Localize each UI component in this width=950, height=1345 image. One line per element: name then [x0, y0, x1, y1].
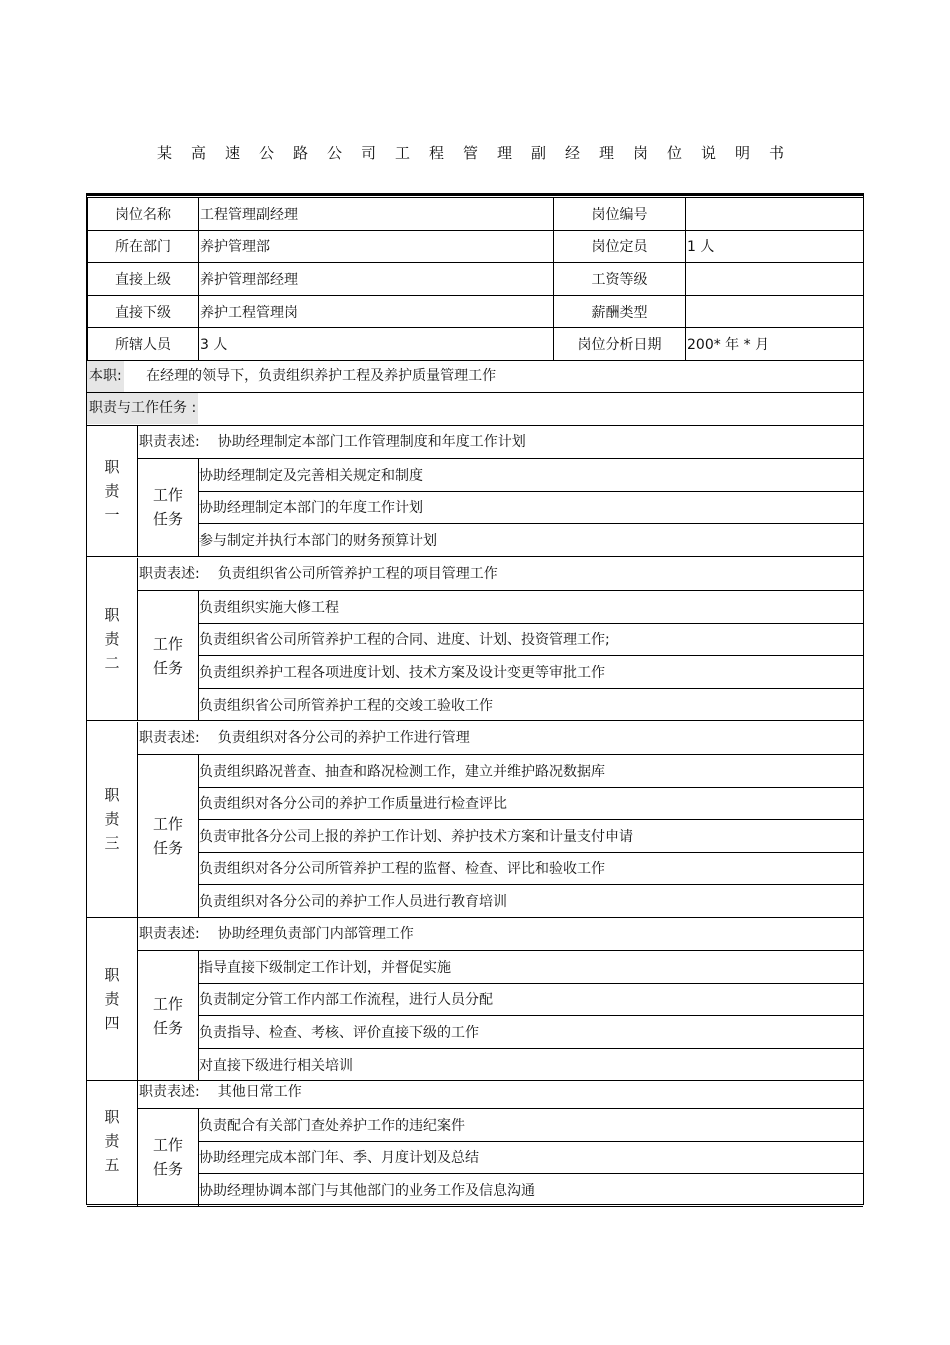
- info-row: [88, 295, 864, 328]
- duty-name: [87, 918, 138, 1080]
- duty-name-char: 二: [104, 654, 120, 672]
- document-title: 某高速公路公司工程管理副经理岗位说明书: [156, 144, 803, 162]
- job-description-table: [86, 193, 864, 1205]
- duty-name: [87, 558, 138, 720]
- duty-name-char: 职: [104, 786, 120, 805]
- duty-description-row: [138, 722, 863, 755]
- info-row: [88, 230, 864, 263]
- task-label: [138, 951, 199, 1080]
- duty-description-row: [138, 918, 863, 951]
- duty-name-char: 责: [104, 990, 120, 1008]
- info-row: [88, 198, 864, 231]
- duty-name-char: 责: [104, 630, 120, 648]
- duty-description: 协助经理制定本部门工作管理制度和年度工作计划: [217, 434, 526, 450]
- task-item: 负责审批各分公司上报的养护工作计划、养护技术方案和计量支付申请: [198, 820, 863, 853]
- task-label-line: 工作: [152, 1136, 183, 1155]
- info-label: 直接上级: [88, 263, 199, 296]
- duty-name-char: 责: [104, 1131, 120, 1150]
- info-label: 直接下级: [88, 295, 199, 328]
- task-label-line: 任务: [152, 1160, 183, 1179]
- duty-name-char: 责: [104, 481, 120, 500]
- info-label: 岗位名称: [88, 198, 199, 231]
- task-item: 负责组织对各分公司所管养护工程的监督、检查、评比和验收工作: [198, 853, 863, 886]
- task-label-line: 任务: [152, 658, 183, 677]
- duty-description-label: 职责表述:: [139, 926, 200, 942]
- duty-description-row: [138, 1076, 863, 1109]
- duty-description-label: 职责表述:: [139, 434, 200, 450]
- duty-block: [87, 1076, 863, 1207]
- task-item: 负责组织路况普查、抽查和路况检测工作，建立并维护路况数据库: [198, 755, 863, 788]
- duty-name-char: 职: [104, 606, 120, 624]
- task-item: 协助经理制定及完善相关规定和制度: [198, 459, 863, 492]
- info-value: 养护管理部: [199, 230, 554, 263]
- duty-block: [87, 426, 863, 557]
- duty-name: [87, 426, 138, 556]
- task-item: 协助经理协调本部门与其他部门的业务工作及信息沟通: [199, 1183, 535, 1200]
- duty-description: 协助经理负责部门内部管理工作: [217, 926, 414, 942]
- info-label: 所辖人员: [88, 328, 199, 361]
- task-label-line: 任务: [152, 510, 183, 529]
- duty-block: [87, 722, 863, 918]
- task-label-line: 任务: [152, 1018, 183, 1037]
- info-label: 薪酬类型: [554, 295, 686, 328]
- info-value: [686, 263, 864, 296]
- task-item: 负责组织养护工程各项进度计划、技术方案及设计变更等审批工作: [198, 656, 863, 689]
- duty-name: [87, 722, 138, 917]
- info-value: 养护管理部经理: [199, 263, 554, 296]
- task-item: 负责组织实施大修工程: [198, 591, 863, 624]
- duties-header: 职责与工作任务 :: [87, 393, 198, 424]
- info-label: 岗位编号: [554, 198, 686, 231]
- task-list: [198, 1109, 863, 1206]
- summary-label: 本职:: [87, 361, 124, 392]
- duty-description-row: [138, 558, 863, 591]
- task-item: 协助经理完成本部门年、季、月度计划及总结: [198, 1142, 863, 1175]
- info-value: 工程管理副经理: [199, 198, 554, 231]
- task-item: 负责配合有关部门查处养护工作的违纪案件: [198, 1109, 863, 1142]
- duty-name-char: 责: [104, 810, 120, 829]
- task-item: 负责组织省公司所管养护工程的合同、进度、计划、投资管理工作;: [198, 624, 863, 657]
- task-label-line: 工作: [152, 486, 183, 505]
- info-value: 1 人: [686, 230, 864, 263]
- task-item: 负责组织对各分公司的养护工作质量进行检查评比: [198, 788, 863, 821]
- task-item: 负责制定分管工作内部工作流程，进行人员分配: [198, 984, 863, 1017]
- duty-description: 负责组织省公司所管养护工程的项目管理工作: [217, 566, 498, 582]
- info-label: 岗位分析日期: [554, 328, 686, 361]
- duty-name-char: 五: [104, 1155, 120, 1174]
- duty-description-label: 职责表述:: [139, 730, 200, 746]
- task-item: 协助经理制定本部门的年度工作计划: [198, 492, 863, 525]
- task-label-line: 工作: [152, 634, 183, 653]
- task-label-line: 工作: [152, 994, 183, 1013]
- task-list: [198, 755, 863, 917]
- task-item: 负责指导、检查、考核、评价直接下级的工作: [198, 1016, 863, 1049]
- duty-description-label: 职责表述:: [139, 566, 200, 582]
- task-item: 负责组织省公司所管养护工程的交竣工验收工作: [199, 697, 493, 714]
- summary-text: 在经理的领导下，负责组织养护工程及养护质量管理工作: [146, 368, 497, 384]
- duty-description-label: 职责表述:: [139, 1084, 200, 1100]
- task-item: 参与制定并执行本部门的财务预算计划: [199, 533, 437, 550]
- duty-name-char: 职: [104, 1107, 120, 1126]
- info-value: 3 人: [199, 328, 554, 361]
- duty-name-char: 职: [104, 966, 120, 984]
- duty-description: 其他日常工作: [217, 1084, 302, 1100]
- task-list: [198, 951, 863, 1080]
- summary-row: [87, 360, 863, 393]
- info-value: 200* 年 * 月: [686, 328, 864, 361]
- duty-name: [87, 1076, 138, 1206]
- info-value: [686, 198, 864, 231]
- task-item: 对直接下级进行相关培训: [199, 1057, 353, 1074]
- task-label: [138, 591, 199, 720]
- duty-name-char: 职: [104, 457, 120, 476]
- position-info-table: [87, 197, 864, 361]
- duty-name-char: 四: [104, 1014, 120, 1032]
- task-label: [138, 459, 199, 556]
- info-value: 养护工程管理岗: [199, 295, 554, 328]
- duty-name-char: 一: [104, 505, 120, 524]
- task-item: 负责组织对各分公司的养护工作人员进行教育培训: [199, 894, 507, 911]
- duty-description-row: [138, 426, 863, 459]
- duty-block: [87, 918, 863, 1081]
- info-label: 所在部门: [88, 230, 199, 263]
- task-label: [138, 755, 199, 917]
- info-label: 岗位定员: [554, 230, 686, 263]
- task-label-line: 任务: [152, 838, 183, 857]
- duties-header-row: [87, 393, 863, 426]
- info-label: 工资等级: [554, 263, 686, 296]
- task-list: [198, 591, 863, 720]
- task-item: 指导直接下级制定工作计划，并督促实施: [198, 951, 863, 984]
- info-value: [686, 295, 864, 328]
- task-label: [138, 1109, 199, 1206]
- duty-description: 负责组织对各分公司的养护工作进行管理: [217, 730, 470, 746]
- duty-name-char: 三: [104, 834, 120, 853]
- task-list: [198, 459, 863, 556]
- duty-block: [87, 558, 863, 721]
- task-label-line: 工作: [152, 814, 183, 833]
- info-row: [88, 263, 864, 296]
- info-row: [88, 328, 864, 361]
